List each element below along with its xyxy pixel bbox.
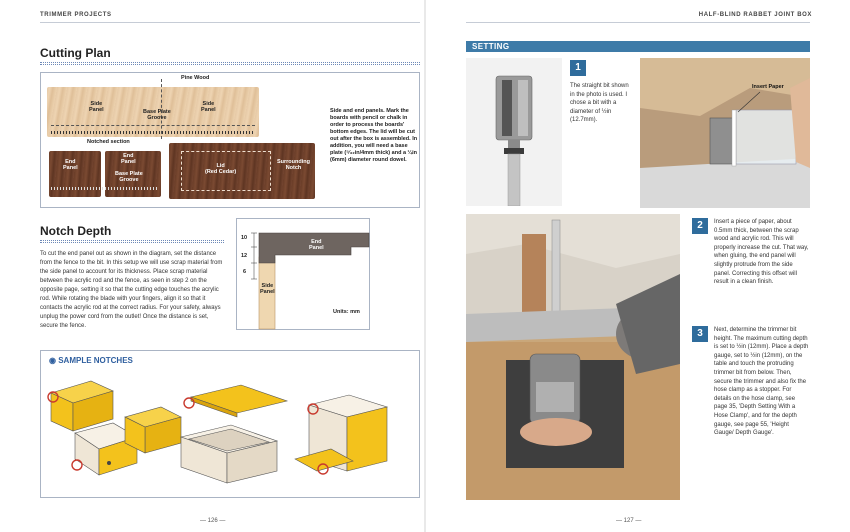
- folio-right: — 127 —: [616, 518, 642, 524]
- groove-line-top: [51, 125, 255, 126]
- cutting-plan-rule: [40, 62, 420, 65]
- running-head-left: TRIMMER PROJECTS: [40, 12, 112, 18]
- base-plate-groove-label-bottom: Base Plate Groove: [115, 171, 143, 183]
- step-1-text: The straight bit shown in the photo is used. I chose a bit with a diameter of ½in (12.7mm).: [570, 83, 629, 124]
- notched-section-label: Notched section: [87, 139, 130, 145]
- base-plate-groove-label-top: Base Plate Groove: [143, 109, 171, 121]
- sample-notches-figure: [40, 350, 420, 498]
- router-table-svg: [466, 214, 680, 500]
- end-panel-label-b: End Panel: [121, 153, 136, 165]
- step-2-badge: 2: [692, 218, 708, 234]
- running-rule-right: [466, 22, 810, 23]
- side-panel-label-left: Side Panel: [89, 101, 104, 113]
- insert-paper-svg: [640, 58, 810, 208]
- lid-label: Lid (Red Cedar): [205, 163, 237, 175]
- photo-router-table: [466, 214, 680, 500]
- step-3-text: Next, determine the trimmer bit height. The maximum cutting depth is set to ½in (12mm). Place a depth gauge, set to ½in (12mm), on the table and touch the protruding trimmer bit from below. Then, secure the trimmer and also fix the hose clamp as a stopper. For details on the hose clamp, see page 35, 'Depth Setting With a Hose Clamp', and for the depth gauge, see page 55, 'Height Gauge/ Depth Gauge'.: [714, 327, 809, 437]
- side-panel-diagram-label: Side Panel: [260, 283, 275, 295]
- end-panel-board-a: [49, 151, 101, 197]
- notch-depth-body: To cut the end panel out as shown in the diagram, set the distance from the fence to the bit. In this setup we will use scrap material from the side panel to account for its thickness. Place scrap material between the acrylic rod and the fence, as seen in step 2 on the opposite page, setting it so that the cutting edge touches the acrylic rod. While rotating the blade with your fingers, align it so that it contacts the acrylic rod at the correct radius. For your safety, always unplug the power cord from the outlet! Once the distance is set, secure the fence.: [40, 251, 223, 329]
- left-page: [0, 0, 424, 532]
- sample-boxes-svg: [41, 351, 421, 499]
- dim-label-top: 10: [241, 235, 248, 241]
- surrounding-notch-label: Surrounding Notch: [277, 159, 310, 171]
- photo-insert-paper: [640, 58, 810, 208]
- cutting-plan-title: Cutting Plan: [40, 46, 111, 60]
- notch-marks-top: [51, 131, 255, 134]
- router-bit-svg: [466, 58, 562, 206]
- insert-paper-label: Insert Paper: [752, 84, 784, 90]
- end-panel-label-a: End Panel: [63, 159, 78, 171]
- pine-wood-label: Pine Wood: [181, 75, 210, 81]
- step-1-badge: 1: [570, 60, 586, 76]
- step-2-text: Insert a piece of paper, about 0.5mm thick, between the scrap wood and acrylic rod. This will properly increase the cut. That way, when gluing, the end panel will slightly protrude from the side panel. Correcting this offset will result in a clean finish.: [714, 219, 809, 286]
- sample-notches-title: SAMPLE NOTCHES: [58, 356, 133, 365]
- end-panel-diagram-label: End Panel: [309, 239, 324, 251]
- notch-depth-diagram: [236, 218, 370, 330]
- notch-marks-bottom: [51, 187, 159, 190]
- dim-label-bot: 6: [243, 269, 247, 275]
- setting-header: [466, 41, 810, 52]
- cutting-plan-note: Side and end panels. Mark the boards with pencil or chalk in order to process the boards' bottom edges. The lid will be cut out after the box is assembled. In addition, you will need a base plate (⁵⁄₃₂in/4mm thick) and a ¼in (6mm) diameter round dowel.: [330, 108, 418, 163]
- setting-title: SETTING: [472, 42, 510, 51]
- folio-left: — 126 —: [200, 518, 226, 524]
- dim-label-mid: 12: [241, 253, 248, 259]
- photo-router-bit: [466, 58, 562, 206]
- units-label: Units: mm: [333, 309, 360, 315]
- right-page: [426, 0, 850, 532]
- notch-depth-title: Notch Depth: [40, 224, 112, 238]
- notch-depth-rule: [40, 240, 224, 243]
- running-rule-left: [40, 22, 420, 23]
- step-3-badge: 3: [692, 326, 708, 342]
- sample-notches-bullet-icon: ◉: [49, 356, 59, 365]
- side-panel-label-right: Side Panel: [201, 101, 216, 113]
- running-head-right: HALF-BLIND RABBET JOINT BOX: [698, 12, 812, 18]
